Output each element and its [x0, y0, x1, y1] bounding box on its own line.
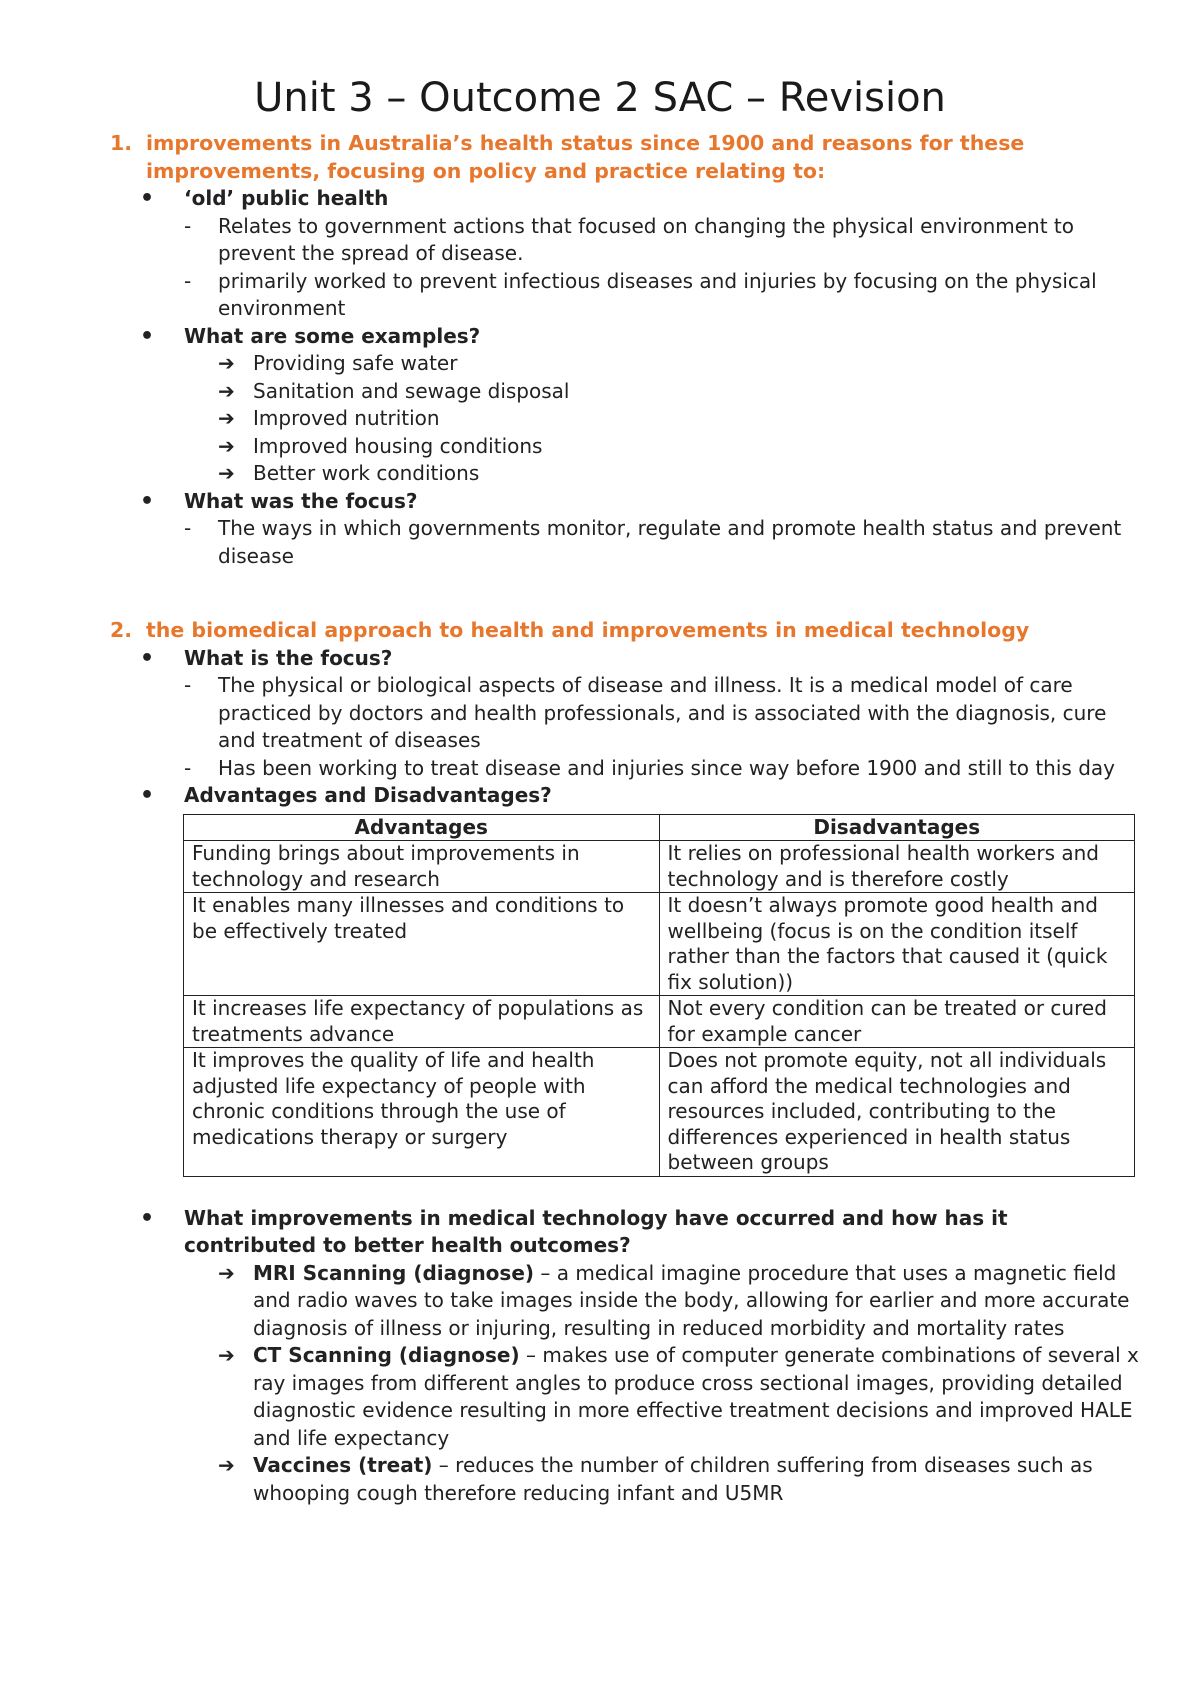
bullet-dot-icon: •	[140, 488, 155, 514]
section-1-heading-text: improvements in Australia’s health status since 1900 and reasons for these improvements, focusing on policy and practice relating to:	[146, 131, 1025, 183]
bullet-text: What is the focus?	[184, 645, 393, 670]
table-cell: It improves the quality of life and health adjusted life expectancy of people with chronic conditions through the use of medications therapy or surgery	[184, 1048, 660, 1177]
arrow-item-ct	[218, 1342, 1140, 1452]
table-row	[184, 996, 1135, 1048]
dash-item	[184, 755, 1140, 783]
table-row	[184, 841, 1135, 893]
dash-item	[184, 515, 1140, 570]
arrow-right-icon: ➔	[218, 1260, 235, 1285]
arrow-item	[218, 378, 1140, 406]
bullet-text: ‘old’ public health	[184, 186, 389, 210]
table-cell: Not every condition can be treated or cured for example cancer	[659, 996, 1135, 1048]
dash-text: The physical or biological aspects of disease and illness. It is a medical model of care practiced by doctors and health professionals, and is associated with the diagnosis, cure and treatment of diseases	[218, 673, 1107, 752]
term-mri: MRI Scanning (diagnose)	[253, 1260, 535, 1285]
table-cell: It increases life expectancy of populations as treatments advance	[184, 996, 660, 1048]
table-cell: Funding brings about improvements in technology and research	[184, 841, 660, 893]
section-2-heading-text: the biomedical approach to health and improvements in medical technology	[146, 618, 1030, 642]
bullet-text: What improvements in medical technology have occurred and how has it contributed to better health outcomes?	[184, 1205, 1008, 1257]
dash-marker: -	[184, 673, 192, 697]
arrow-right-icon: ➔	[218, 1453, 235, 1477]
arrow-text: Better work conditions	[253, 461, 480, 485]
arrow-text: Improved nutrition	[253, 406, 440, 430]
arrow-text: Improved housing conditions	[253, 433, 543, 458]
dash-marker: -	[184, 268, 192, 293]
desc-ct: – makes use of computer generate combinations of several x ray images from different angles to produce cross sectional images, providing detailed diagnostic evidence resulting in more effective treatment decisions and improved HALE and life expectancy	[253, 1343, 1139, 1450]
bullet-focus	[140, 645, 1140, 673]
desc-vaccines: – reduces the number of children suffering from diseases such as whooping cough therefore reducing infant and U5MR	[253, 1453, 1093, 1505]
section-1-number: 1.	[110, 131, 133, 155]
section-1	[110, 130, 1140, 570]
arrow-right-icon: ➔	[218, 406, 235, 430]
desc-mri: – a medical imagine procedure that uses a magnetic field and radio waves to take images inside the body, allowing for earlier and more accurate diagnosis of illness or injuring, resulting in reduced morbidity and mortality rates	[253, 1260, 1130, 1340]
table-cell: Does not promote equity, not all individuals can afford the medical technologies and resources included, contributing to the differences experienced in health status between groups	[659, 1048, 1135, 1177]
bullet-examples	[140, 323, 1140, 351]
table-cell: It doesn’t always promote good health and wellbeing (focus is on the condition itself rather than the factors that caused it (quick fix solution))	[659, 893, 1135, 996]
table-header-disadvantages: Disadvantages	[659, 814, 1135, 841]
dash-item	[184, 213, 1140, 268]
dash-marker: -	[184, 516, 192, 540]
section-2	[110, 617, 1140, 1507]
dash-text: The ways in which governments monitor, regulate and promote health status and prevent disease	[218, 516, 1122, 568]
arrow-text	[253, 1342, 1140, 1452]
table-header-row	[184, 814, 1135, 841]
dash-item	[184, 672, 1140, 755]
page-title: Unit 3 – Outcome 2 SAC – Revision	[254, 75, 946, 121]
arrow-right-icon: ➔	[218, 378, 235, 403]
table-cell: It relies on professional health workers and technology and is therefore costly	[659, 841, 1135, 893]
arrow-item-vaccines	[218, 1452, 1140, 1507]
arrow-item	[218, 405, 1140, 433]
bullet-dot-icon: •	[140, 323, 155, 349]
table-header-advantages: Advantages	[184, 814, 660, 841]
arrow-item	[218, 460, 1140, 488]
table-row	[184, 1048, 1135, 1177]
bullet-medical-technology	[140, 1205, 1140, 1260]
arrow-text: Sanitation and sewage disposal	[253, 378, 570, 403]
term-vaccines: Vaccines (treat)	[253, 1453, 433, 1477]
arrow-right-icon: ➔	[218, 433, 235, 458]
arrow-right-icon: ➔	[218, 1343, 235, 1367]
arrow-text: Providing safe water	[253, 351, 458, 375]
bullet-dot-icon: •	[140, 1205, 155, 1231]
arrow-right-icon: ➔	[218, 351, 235, 375]
bullet-advantages-disadvantages	[140, 782, 1140, 810]
section-2-heading	[110, 617, 1140, 645]
bullet-text: Advantages and Disadvantages?	[184, 783, 552, 807]
table-cell: It enables many illnesses and conditions to be effectively treated	[184, 893, 660, 996]
arrow-text	[253, 1452, 1140, 1507]
bullet-dot-icon: •	[140, 186, 155, 211]
bullet-dot-icon: •	[140, 783, 155, 808]
dash-text: Has been working to treat disease and injuries since way before 1900 and still to this day	[218, 755, 1115, 780]
section-1-heading	[110, 130, 1140, 185]
dash-item	[184, 268, 1140, 323]
table-row	[184, 893, 1135, 996]
arrow-right-icon: ➔	[218, 461, 235, 485]
arrow-item-mri	[218, 1260, 1140, 1343]
bullet-old-public-health	[140, 185, 1140, 213]
bullet-focus	[140, 488, 1140, 516]
bullet-text: What was the focus?	[184, 488, 418, 513]
advantages-table	[183, 814, 1135, 1177]
term-ct: CT Scanning (diagnose)	[253, 1343, 520, 1367]
dash-marker: -	[184, 213, 192, 238]
dash-text: primarily worked to prevent infectious diseases and injuries by focusing on the physical environment	[218, 268, 1097, 320]
dash-marker: -	[184, 755, 192, 780]
dash-text: Relates to government actions that focused on changing the physical environment to prevent the spread of disease.	[218, 213, 1074, 265]
bullet-dot-icon: •	[140, 645, 155, 671]
arrow-item	[218, 350, 1140, 378]
section-2-number: 2.	[110, 618, 133, 642]
bullet-text: What are some examples?	[184, 323, 481, 348]
arrow-item	[218, 433, 1140, 461]
arrow-text	[253, 1260, 1140, 1343]
